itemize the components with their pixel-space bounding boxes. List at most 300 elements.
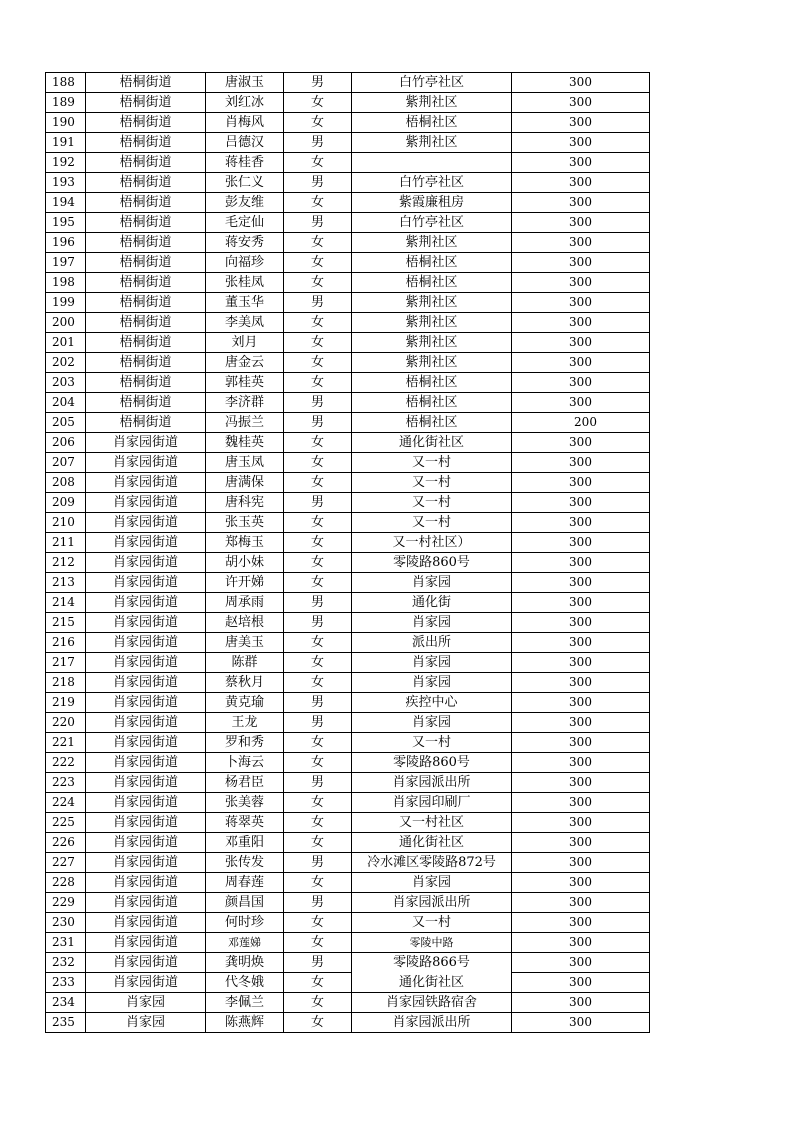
- person-name-cell: 罗和秀: [206, 733, 284, 753]
- street-cell: 肖家园街道: [86, 433, 206, 453]
- amount-cell: 300: [512, 833, 650, 853]
- person-name-cell: 李佩兰: [206, 993, 284, 1013]
- street-cell: 梧桐街道: [86, 393, 206, 413]
- table-row: [46, 233, 650, 253]
- unit-cell: 紫霞廉租房: [352, 193, 512, 213]
- person-name-cell: 张美蓉: [206, 793, 284, 813]
- unit-cell: 又一村社区）: [352, 533, 512, 553]
- unit-cell: 又一村: [352, 453, 512, 473]
- street-cell: 梧桐街道: [86, 293, 206, 313]
- amount-cell: 300: [512, 993, 650, 1013]
- table-row: [46, 573, 650, 593]
- unit-cell: 肖家园派出所: [352, 893, 512, 913]
- amount-cell: 300: [512, 733, 650, 753]
- unit-cell: 梧桐社区: [352, 413, 512, 433]
- street-cell: 梧桐街道: [86, 273, 206, 293]
- row-number-cell: 188: [46, 73, 86, 93]
- row-number-cell: 206: [46, 433, 86, 453]
- person-name-cell: 王龙: [206, 713, 284, 733]
- gender-cell: 男: [284, 73, 352, 93]
- row-number-cell: 232: [46, 953, 86, 973]
- gender-cell: 女: [284, 513, 352, 533]
- person-name-cell: 蒋安秀: [206, 233, 284, 253]
- street-cell: 肖家园街道: [86, 693, 206, 713]
- unit-cell: 肖家园派出所: [352, 773, 512, 793]
- person-name-cell: 唐玉凤: [206, 453, 284, 473]
- row-number-cell: 234: [46, 993, 86, 1013]
- unit-cell: 紫荆社区: [352, 313, 512, 333]
- gender-cell: 女: [284, 793, 352, 813]
- unit-cell: 肖家园: [352, 573, 512, 593]
- person-name-cell: 唐金云: [206, 353, 284, 373]
- unit-cell: 紫荆社区: [352, 133, 512, 153]
- unit-cell: 白竹亭社区: [352, 213, 512, 233]
- table-row: [46, 633, 650, 653]
- unit-cell: 肖家园: [352, 653, 512, 673]
- street-cell: 梧桐街道: [86, 93, 206, 113]
- person-name-cell: 何时珍: [206, 913, 284, 933]
- row-number-cell: 207: [46, 453, 86, 473]
- unit-cell: [352, 153, 512, 173]
- amount-cell: 300: [512, 193, 650, 213]
- amount-cell: 200: [512, 413, 650, 433]
- amount-cell: 300: [512, 893, 650, 913]
- table-row: [46, 73, 650, 93]
- row-number-cell: 224: [46, 793, 86, 813]
- table-row: [46, 933, 650, 953]
- gender-cell: 女: [284, 233, 352, 253]
- unit-cell: 紫荆社区: [352, 233, 512, 253]
- amount-cell: 300: [512, 113, 650, 133]
- table-row: [46, 993, 650, 1013]
- row-number-cell: 220: [46, 713, 86, 733]
- street-cell: 梧桐街道: [86, 373, 206, 393]
- person-name-cell: 黄克瑜: [206, 693, 284, 713]
- unit-cell: 紫荆社区: [352, 353, 512, 373]
- amount-cell: 300: [512, 453, 650, 473]
- table-row: [46, 613, 650, 633]
- row-number-cell: 189: [46, 93, 86, 113]
- gender-cell: 男: [284, 413, 352, 433]
- row-number-cell: 233: [46, 973, 86, 993]
- row-number-cell: 230: [46, 913, 86, 933]
- gender-cell: 女: [284, 353, 352, 373]
- unit-cell: 派出所: [352, 633, 512, 653]
- unit-cell: 又一村: [352, 513, 512, 533]
- person-name-cell: 魏桂英: [206, 433, 284, 453]
- gender-cell: 男: [284, 713, 352, 733]
- unit-cell: 零陵路860号: [352, 753, 512, 773]
- table-row: [46, 213, 650, 233]
- table-row: [46, 753, 650, 773]
- amount-cell: 300: [512, 253, 650, 273]
- street-cell: 肖家园街道: [86, 713, 206, 733]
- street-cell: 肖家园街道: [86, 953, 206, 973]
- gender-cell: 男: [284, 773, 352, 793]
- street-cell: 梧桐街道: [86, 253, 206, 273]
- gender-cell: 男: [284, 953, 352, 973]
- table-row: [46, 473, 650, 493]
- person-name-cell: 唐科宪: [206, 493, 284, 513]
- amount-cell: 300: [512, 913, 650, 933]
- street-cell: 肖家园街道: [86, 453, 206, 473]
- table-row: [46, 973, 650, 993]
- street-cell: 肖家园街道: [86, 473, 206, 493]
- street-cell: 肖家园街道: [86, 613, 206, 633]
- person-name-cell: 唐淑玉: [206, 73, 284, 93]
- row-number-cell: 199: [46, 293, 86, 313]
- row-number-cell: 229: [46, 893, 86, 913]
- unit-cell: 肖家园印刷厂: [352, 793, 512, 813]
- table-row: [46, 913, 650, 933]
- street-cell: 梧桐街道: [86, 213, 206, 233]
- unit-cell: 紫荆社区: [352, 333, 512, 353]
- unit-cell: 梧桐社区: [352, 273, 512, 293]
- unit-cell: 肖家园: [352, 713, 512, 733]
- person-name-cell: 刘月: [206, 333, 284, 353]
- amount-cell: 300: [512, 213, 650, 233]
- street-cell: 肖家园街道: [86, 773, 206, 793]
- gender-cell: 女: [284, 453, 352, 473]
- row-number-cell: 195: [46, 213, 86, 233]
- gender-cell: 女: [284, 533, 352, 553]
- table-row: [46, 673, 650, 693]
- table-row: [46, 413, 650, 433]
- amount-cell: 300: [512, 133, 650, 153]
- unit-cell: 肖家园派出所: [352, 1013, 512, 1033]
- unit-cell: 零陵路866号: [352, 953, 512, 973]
- gender-cell: 男: [284, 133, 352, 153]
- unit-cell: 又一村社区: [352, 813, 512, 833]
- amount-cell: 300: [512, 873, 650, 893]
- table-row: [46, 373, 650, 393]
- table-row: [46, 953, 650, 973]
- person-name-cell: 唐满保: [206, 473, 284, 493]
- table-row: [46, 713, 650, 733]
- gender-cell: 女: [284, 993, 352, 1013]
- table-row: [46, 733, 650, 753]
- row-number-cell: 214: [46, 593, 86, 613]
- gender-cell: 男: [284, 893, 352, 913]
- amount-cell: 300: [512, 493, 650, 513]
- row-number-cell: 203: [46, 373, 86, 393]
- gender-cell: 女: [284, 93, 352, 113]
- street-cell: 肖家园街道: [86, 533, 206, 553]
- row-number-cell: 225: [46, 813, 86, 833]
- table-row: [46, 813, 650, 833]
- person-name-cell: 陈群: [206, 653, 284, 673]
- table-row: [46, 773, 650, 793]
- street-cell: 梧桐街道: [86, 173, 206, 193]
- unit-cell: 通化街社区: [352, 833, 512, 853]
- gender-cell: 女: [284, 253, 352, 273]
- row-number-cell: 194: [46, 193, 86, 213]
- street-cell: 肖家园街道: [86, 833, 206, 853]
- amount-cell: 300: [512, 513, 650, 533]
- unit-cell: 肖家园: [352, 873, 512, 893]
- table-row: [46, 453, 650, 473]
- unit-cell: 紫荆社区: [352, 93, 512, 113]
- person-name-cell: 毛定仙: [206, 213, 284, 233]
- row-number-cell: 192: [46, 153, 86, 173]
- street-cell: 梧桐街道: [86, 73, 206, 93]
- table-row: [46, 433, 650, 453]
- row-number-cell: 235: [46, 1013, 86, 1033]
- street-cell: 梧桐街道: [86, 313, 206, 333]
- person-name-cell: 邓莲娣: [206, 933, 284, 953]
- gender-cell: 男: [284, 613, 352, 633]
- table-row: [46, 653, 650, 673]
- gender-cell: 女: [284, 153, 352, 173]
- unit-cell: 通化街: [352, 593, 512, 613]
- amount-cell: 300: [512, 693, 650, 713]
- amount-cell: 300: [512, 1013, 650, 1033]
- amount-cell: 300: [512, 93, 650, 113]
- gender-cell: 女: [284, 733, 352, 753]
- person-name-cell: 周承雨: [206, 593, 284, 613]
- gender-cell: 女: [284, 913, 352, 933]
- amount-cell: 300: [512, 573, 650, 593]
- unit-cell: 冷水滩区零陵路872号: [352, 853, 512, 873]
- unit-cell: 疾控中心: [352, 693, 512, 713]
- street-cell: 肖家园街道: [86, 733, 206, 753]
- row-number-cell: 211: [46, 533, 86, 553]
- gender-cell: 女: [284, 573, 352, 593]
- amount-cell: 300: [512, 653, 650, 673]
- person-name-cell: 吕德汉: [206, 133, 284, 153]
- street-cell: 肖家园街道: [86, 653, 206, 673]
- person-name-cell: 彭友维: [206, 193, 284, 213]
- table-row: [46, 853, 650, 873]
- row-number-cell: 216: [46, 633, 86, 653]
- street-cell: 梧桐街道: [86, 333, 206, 353]
- amount-cell: 300: [512, 673, 650, 693]
- street-cell: 肖家园街道: [86, 513, 206, 533]
- person-name-cell: 张仁义: [206, 173, 284, 193]
- row-number-cell: 217: [46, 653, 86, 673]
- amount-cell: 300: [512, 433, 650, 453]
- person-name-cell: 杨君臣: [206, 773, 284, 793]
- amount-cell: 300: [512, 953, 650, 973]
- street-cell: 肖家园街道: [86, 913, 206, 933]
- person-name-cell: 陈燕辉: [206, 1013, 284, 1033]
- row-number-cell: 198: [46, 273, 86, 293]
- amount-cell: 300: [512, 593, 650, 613]
- row-number-cell: 213: [46, 573, 86, 593]
- gender-cell: 女: [284, 833, 352, 853]
- unit-cell: 梧桐社区: [352, 393, 512, 413]
- table-row: [46, 493, 650, 513]
- street-cell: 肖家园街道: [86, 793, 206, 813]
- street-cell: 肖家园街道: [86, 933, 206, 953]
- amount-cell: 300: [512, 233, 650, 253]
- street-cell: 梧桐街道: [86, 113, 206, 133]
- gender-cell: 男: [284, 593, 352, 613]
- person-name-cell: 许开娣: [206, 573, 284, 593]
- unit-cell: 白竹亭社区: [352, 173, 512, 193]
- person-name-cell: 张桂凤: [206, 273, 284, 293]
- person-name-cell: 胡小妹: [206, 553, 284, 573]
- gender-cell: 女: [284, 873, 352, 893]
- person-name-cell: 向福珍: [206, 253, 284, 273]
- street-cell: 肖家园街道: [86, 893, 206, 913]
- gender-cell: 女: [284, 433, 352, 453]
- table-row: [46, 1013, 650, 1033]
- amount-cell: 300: [512, 273, 650, 293]
- gender-cell: 男: [284, 213, 352, 233]
- unit-cell: 梧桐社区: [352, 253, 512, 273]
- person-name-cell: 周春莲: [206, 873, 284, 893]
- street-cell: 肖家园街道: [86, 493, 206, 513]
- amount-cell: 300: [512, 153, 650, 173]
- table-row: [46, 893, 650, 913]
- amount-cell: 300: [512, 173, 650, 193]
- gender-cell: 女: [284, 373, 352, 393]
- table-row: [46, 393, 650, 413]
- street-cell: 肖家园街道: [86, 873, 206, 893]
- unit-cell: 梧桐社区: [352, 113, 512, 133]
- unit-cell: 肖家园铁路宿舍: [352, 993, 512, 1013]
- gender-cell: 女: [284, 473, 352, 493]
- row-number-cell: 218: [46, 673, 86, 693]
- person-name-cell: 蒋桂香: [206, 153, 284, 173]
- amount-cell: 300: [512, 73, 650, 93]
- row-number-cell: 221: [46, 733, 86, 753]
- gender-cell: 女: [284, 633, 352, 653]
- person-name-cell: 李美凤: [206, 313, 284, 333]
- street-cell: 肖家园街道: [86, 673, 206, 693]
- unit-cell: 通化街社区: [352, 433, 512, 453]
- amount-cell: 300: [512, 813, 650, 833]
- table-row: [46, 873, 650, 893]
- street-cell: 肖家园街道: [86, 813, 206, 833]
- gender-cell: 女: [284, 113, 352, 133]
- person-name-cell: 刘红冰: [206, 93, 284, 113]
- amount-cell: 300: [512, 473, 650, 493]
- street-cell: 肖家园街道: [86, 593, 206, 613]
- unit-cell: 又一村: [352, 733, 512, 753]
- street-cell: 梧桐街道: [86, 193, 206, 213]
- amount-cell: 300: [512, 713, 650, 733]
- gender-cell: 男: [284, 393, 352, 413]
- street-cell: 梧桐街道: [86, 413, 206, 433]
- table-row: [46, 113, 650, 133]
- table-row: [46, 593, 650, 613]
- amount-cell: 300: [512, 633, 650, 653]
- row-number-cell: 204: [46, 393, 86, 413]
- amount-cell: 300: [512, 773, 650, 793]
- gender-cell: 女: [284, 333, 352, 353]
- amount-cell: 300: [512, 333, 650, 353]
- gender-cell: 女: [284, 1013, 352, 1033]
- unit-cell: 肖家园: [352, 613, 512, 633]
- person-name-cell: 颜昌国: [206, 893, 284, 913]
- unit-cell: 又一村: [352, 493, 512, 513]
- person-name-cell: 冯振兰: [206, 413, 284, 433]
- amount-cell: 300: [512, 393, 650, 413]
- table-row: [46, 833, 650, 853]
- person-name-cell: 赵培根: [206, 613, 284, 633]
- unit-cell: 零陵路860号: [352, 553, 512, 573]
- amount-cell: 300: [512, 353, 650, 373]
- gender-cell: 男: [284, 853, 352, 873]
- street-cell: 肖家园街道: [86, 973, 206, 993]
- amount-cell: 300: [512, 293, 650, 313]
- gender-cell: 女: [284, 753, 352, 773]
- person-name-cell: 代冬娥: [206, 973, 284, 993]
- row-number-cell: 209: [46, 493, 86, 513]
- table-row: [46, 793, 650, 813]
- person-name-cell: 郭桂英: [206, 373, 284, 393]
- row-number-cell: 196: [46, 233, 86, 253]
- amount-cell: 300: [512, 373, 650, 393]
- table-row: [46, 93, 650, 113]
- gender-cell: 女: [284, 273, 352, 293]
- amount-cell: 300: [512, 613, 650, 633]
- table-row: [46, 333, 650, 353]
- unit-cell: 又一村: [352, 473, 512, 493]
- table-row: [46, 553, 650, 573]
- row-number-cell: 226: [46, 833, 86, 853]
- row-number-cell: 191: [46, 133, 86, 153]
- street-cell: 肖家园街道: [86, 853, 206, 873]
- gender-cell: 女: [284, 553, 352, 573]
- table-row: [46, 193, 650, 213]
- unit-cell: 又一村: [352, 913, 512, 933]
- data-table: [45, 72, 650, 1033]
- person-name-cell: 张传发: [206, 853, 284, 873]
- person-name-cell: 卜海云: [206, 753, 284, 773]
- table-row: [46, 253, 650, 273]
- amount-cell: 300: [512, 793, 650, 813]
- table-row: [46, 133, 650, 153]
- gender-cell: 女: [284, 813, 352, 833]
- person-name-cell: 蒋翠英: [206, 813, 284, 833]
- street-cell: 肖家园: [86, 993, 206, 1013]
- person-name-cell: 李济群: [206, 393, 284, 413]
- unit-cell: 紫荆社区: [352, 293, 512, 313]
- gender-cell: 女: [284, 933, 352, 953]
- unit-cell: 通化街社区: [352, 973, 512, 993]
- gender-cell: 男: [284, 693, 352, 713]
- table-row: [46, 273, 650, 293]
- row-number-cell: 222: [46, 753, 86, 773]
- unit-cell: 梧桐社区: [352, 373, 512, 393]
- gender-cell: 男: [284, 293, 352, 313]
- street-cell: 肖家园: [86, 1013, 206, 1033]
- row-number-cell: 197: [46, 253, 86, 273]
- row-number-cell: 205: [46, 413, 86, 433]
- row-number-cell: 200: [46, 313, 86, 333]
- table-row: [46, 313, 650, 333]
- row-number-cell: 223: [46, 773, 86, 793]
- street-cell: 肖家园街道: [86, 553, 206, 573]
- row-number-cell: 190: [46, 113, 86, 133]
- unit-cell: 零陵中路: [352, 933, 512, 953]
- table-row: [46, 353, 650, 373]
- gender-cell: 男: [284, 173, 352, 193]
- table-row: [46, 533, 650, 553]
- gender-cell: 男: [284, 493, 352, 513]
- amount-cell: 300: [512, 533, 650, 553]
- table-row: [46, 513, 650, 533]
- unit-cell: 白竹亭社区: [352, 73, 512, 93]
- person-name-cell: 董玉华: [206, 293, 284, 313]
- gender-cell: 女: [284, 193, 352, 213]
- street-cell: 梧桐街道: [86, 233, 206, 253]
- table-row: [46, 693, 650, 713]
- person-name-cell: 肖梅风: [206, 113, 284, 133]
